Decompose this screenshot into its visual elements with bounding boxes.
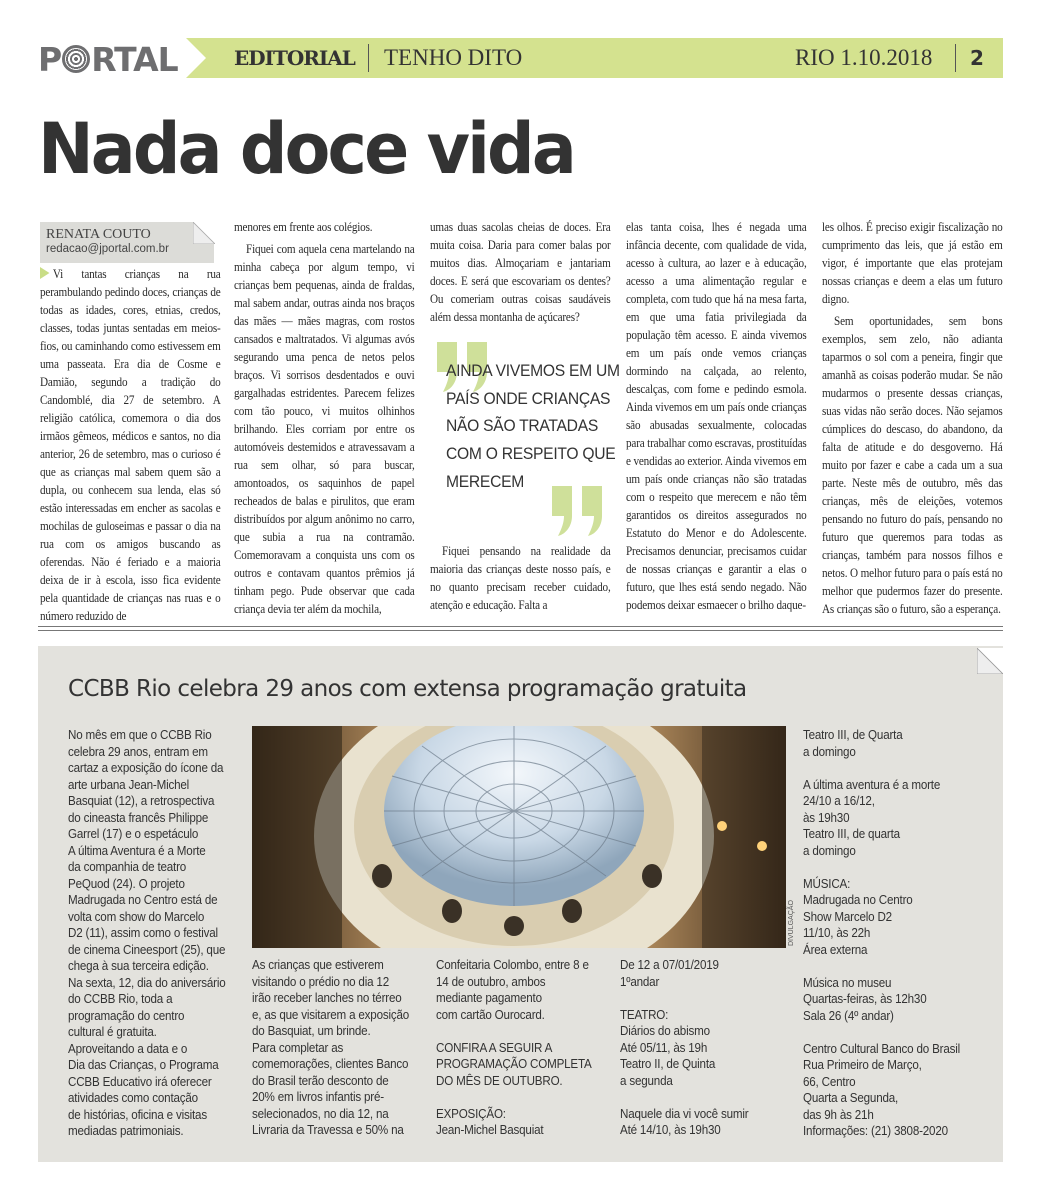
paragraph: Fiquei pensando na realidade da maioria das crianças deste nosso país, e no quanto precisam receber cuidado, atenção e educação. Falta a xyxy=(430,543,611,612)
divider xyxy=(368,44,369,72)
box-column-3: Confeitaria Colombo, entre 8 e 14 de outubro, ambos mediante pagamento com cartão Ourocard. CONFIRA A SEGUIR A PROGRAMAÇÃO COMPLETA DO MÊS DE OUTUBRO. EXPOSIÇÃO: Jean-Michel Basquiat xyxy=(436,958,592,1137)
divider xyxy=(955,44,956,72)
subsection-label: TENHO DITO xyxy=(384,45,523,70)
dome-photo xyxy=(252,726,786,948)
paragraph: Sem oportunidades, sem bons exemplos, sem zelo, não adianta taparmos o sol com a peneira, fingir que amanhã as coisas poderão mudar. Se não mudarmos o presente dessas crianças, suas vidas não serão doces. Não sejamos cúmplices do descaso, do abandono, da falta de atitude e do desgoverno. Há muito por fazer e cabe a cada um a sua parte. Neste mês de outubro, mês das crianças, mês de eleições, votemos pensando no futuro do país, pensando no futuro que queremos para todas as crianças, também para nossos filhos e netos. O melhor futuro para o país está no melhor que pudermos fazer do presente. As crianças são o futuro, são a esperança. xyxy=(822,313,1003,616)
paragraph: elas tanta coisa, lhes é negada uma infância decente, com qualidade de vida, acesso à cultura, ao lazer e à educação, acesso a uma alimentação regular e completa, com tudo que há na mesa farta, em que uma fatia privilegiada da população têm acesso. E ainda vivemos em um país onde vemos crianças dormindo na calçada, ao relento, descalças, com fome e pedindo esmola. Ainda vivemos em um país onde crianças são abusadas sexualmente, colocadas para trabalhar como escravas, prostituídas e vendidas ao exterior. Ainda vivemos em um país onde crianças não são tratadas com o respeito que merecem e não têm garantidos os direitos assegurados no Estatuto do Menor e do Adolescente. Precisamos denunciar, precisamos cuidar de nossas crianças e garantir a elas o futuro, que lhes está sendo negado. Não podemos deixar esmaecer o brilho daque- xyxy=(626,219,807,612)
divider xyxy=(38,626,1003,627)
date: RIO 1.10.2018 xyxy=(795,45,933,70)
pull-quote: AINDA VIVEMOS EM UM PAÍS ONDE CRIANÇAS NÃO SÃO TRATADAS COM O RESPEITO QUE MERECEM xyxy=(446,361,620,491)
article-column-5 xyxy=(822,218,1003,618)
photo-credit: DIVULGAÇÃO xyxy=(788,900,795,946)
page-fold-icon xyxy=(193,222,215,244)
article-column-4 xyxy=(626,218,807,614)
paragraph: Vi tantas crianças na rua perambulando pedindo doces, crianças de todas as idades, cores, etnias, credos, classes, todas juntas sentadas em meios-fios, ou caminhando como estivessem em uma passeata. Era dia de Cosme e Damião, segundo a tradição do Candomblé, dia 27 de setembro. A religião católica, comemora o dia dos irmãos gêmeos, médicos e santos, no dia anterior, 26 de setembro, mas o curioso é que as crianças mal sabem quem são a dupla, ou conhecem sua lenda, elas só estão interessadas em encher as sacolas e mochilas de guloseimas e passar o dia na rua com os amigos buscando as oferendas. Não é feriado e a maioria deixa de ir à escola, isso fica evidente pela quantidade de crianças nas ruas e o número reduzido de xyxy=(40,266,221,623)
box-column-4: De 12 a 07/01/2019 1ºandar TEATRO: Diários do abismo Até 05/11, às 19h Teatro II, de Quinta a segunda Naquele dia vi você sumir Até 14/10, às 19h30 xyxy=(620,958,749,1137)
paragraph: les olhos. É preciso exigir fiscalização no cumprimento das leis, que já estão em vigor, é importante que elas protejam nossas crianças e deem a elas um futuro digno. xyxy=(822,219,1003,306)
paragraph: Fiquei com aquela cena martelando na minha cabeça por algum tempo, vi crianças bem pequenas, ainda de fraldas, mal sabem andar, outras ainda nos braços das mães — mães magras, com rostos cansados e maltratados. Vi algumas avós segurando uma penca de netos pelos braços. Vi sorrisos desdentados e ouvi gargalhadas estridentes. Parecem felizes com tão pouco, vi muitos olhinhos brilhando. Eles corriam por entre os automóveis destemidos e atravessavam a rua sem olhar, só para buscar, amontoados, os saquinhos de papel recheados de balas e pirulitos, que eram distribuídos por algum anônimo no carro, que subia a rua na contramão. Comemoravam a conquista uns com os outros e contavam quantos prêmios já tinham pego. Pude observar que cada criança devia ter além da mochila, xyxy=(234,241,415,616)
box-column-2: As crianças que estiverem visitando o prédio no dia 12 irão receber lanches no térreo e, as que visitarem a exposição do Basquiat, um brinde. Para completar as comemorações, clientes Banco do Brasil terão desconto de 20% em livros infantis pré- selecionados, no dia 12, na Livraria da Travessa e 50% na xyxy=(252,958,410,1137)
article-column-2 xyxy=(234,218,415,618)
paragraph: umas duas sacolas cheias de doces. Era muita coisa. Daria para comer balas por muitos dias. Almoçariam e jantariam doces. E será que escovariam os dentes? Ou comeriam outras coisas saudáveis além dessa montanha de açúcares? xyxy=(430,219,611,324)
article-column-3 xyxy=(430,218,611,326)
article-title: Nada doce vida xyxy=(38,108,574,190)
spiral-icon xyxy=(62,45,90,73)
author-name: RENATA COUTO xyxy=(46,227,151,242)
arrow-icon xyxy=(40,267,49,279)
paragraph: menores em frente aos colégios. xyxy=(234,219,373,234)
divider xyxy=(38,630,1003,631)
section-label: EDITORIAL xyxy=(234,46,355,70)
byline xyxy=(40,222,214,263)
box-title: CCBB Rio celebra 29 anos com extensa programação gratuita xyxy=(68,676,747,702)
page-number: 2 xyxy=(970,46,984,70)
page-fold-icon xyxy=(977,648,1003,674)
box-column-1: No mês em que o CCBB Rio celebra 29 anos, entram em cartaz a exposição do ícone da arte urbana Jean-Michel Basquiat (12), a retrospectiva do cineasta francês Philippe Garrel (17) e o espetáculo A última Aventura é a Morte da companhia de teatro PeQuod (24). O projeto Madrugada no Centro está de volta com show do Marcelo D2 (11), assim como o festival de cinema Cineesport (25), que chega à sua terceira edição. Na sexta, 12, dia do aniversário do CCBB Rio, toda a programação do centro cultural é gratuita. Aproveitando a data e o Dia das Crianças, o Programa CCBB Educativo irá oferecer atividades como contação de histórias, oficina e visitas mediadas patrimoniais. xyxy=(68,728,226,1138)
portal-logo: P RTAL xyxy=(38,39,178,79)
author-email: redacao@jportal.com.br xyxy=(46,243,169,255)
box-column-5: Teatro III, de Quarta a domingo A última aventura é a morte 24/10 a 16/12, às 19h30 Teatro III, de quarta a domingo MÚSICA: Madrugada no Centro Show Marcelo D2 11/10, às 22h Área externa Música no museu Quartas-feiras, às 12h30 Sala 26 (4º andar) Centro Cultural Banco do Brasil Rua Primeiro de Março, 66, Centro Quarta a Segunda, das 9h às 21h Informações: (21) 3808-2020 xyxy=(803,728,961,1138)
article-column-3b xyxy=(430,542,611,614)
article-column-1 xyxy=(40,265,221,625)
